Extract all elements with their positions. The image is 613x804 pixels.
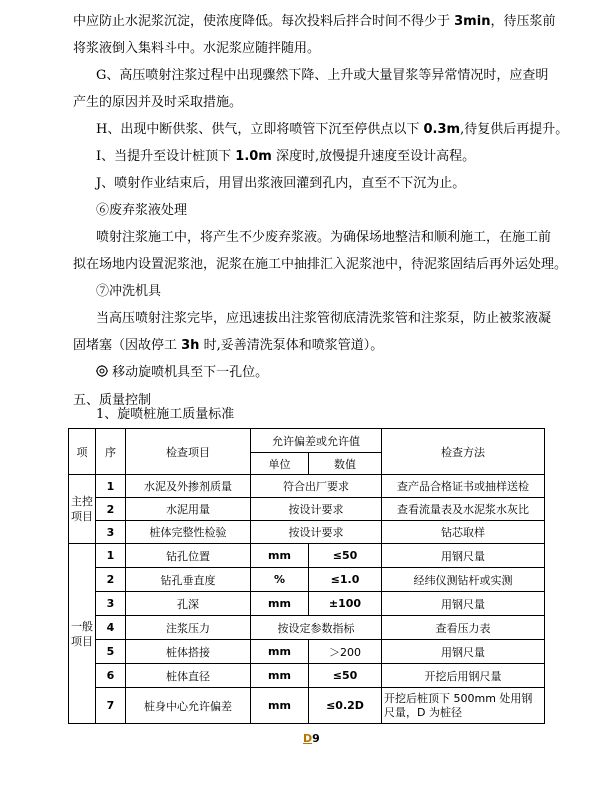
- cell-no: 1: [96, 544, 126, 568]
- section-heading-waste-slurry: ⑥废弃浆液处理: [96, 203, 188, 218]
- header-cell: 单位: [251, 453, 309, 475]
- cell-method: 用钢尺量: [382, 544, 545, 568]
- table-row: [69, 544, 545, 568]
- quality-standard-table: [68, 428, 545, 724]
- cell-no: 7: [96, 688, 126, 724]
- cell-item: 孔深: [126, 592, 251, 616]
- paragraph-line-10: 拟在场地内设置泥浆池，泥浆在施工中抽排汇入泥浆池中，待泥浆固结后再外运处理。: [73, 257, 568, 272]
- cell-method: 开挖后用钢尺量: [382, 664, 545, 688]
- cell-unit: mm: [251, 544, 309, 568]
- cell-unit: %: [251, 568, 309, 592]
- bold-value: 3min: [454, 14, 491, 29]
- paragraph-line-3: G、高压喷射注浆过程中出现骤然下降、上升或大量冒浆等异常情况时，应查明: [96, 68, 549, 83]
- table-row: [69, 616, 545, 640]
- paragraph-line-7: J、喷射作业结束后，用冒出浆液回灌到孔内，直至不下沉为止。: [96, 176, 466, 191]
- page-number-value: 9: [312, 732, 320, 745]
- cell-unit: mm: [251, 688, 309, 724]
- text-span: H、出现中断供浆、供气，立即将喷管下沉至停供点以下: [96, 122, 424, 137]
- cell-unit: mm: [251, 664, 309, 688]
- cell-val: ±100: [309, 592, 382, 616]
- paragraph-line-6: [96, 149, 475, 165]
- cell-item: 桩体完整性检验: [126, 521, 251, 544]
- subsection-heading-standard: 1、旋喷桩施工质量标准: [96, 407, 235, 422]
- group-cell-main: 主控项目: [69, 475, 96, 544]
- page-number-prefix: D: [303, 732, 313, 745]
- header-cell: 序: [96, 429, 126, 475]
- cell-method: 查产品合格证书或抽样送检: [382, 475, 545, 498]
- cell-val: ≤50: [309, 544, 382, 568]
- paragraph-line-9: 喷射注浆施工中，将产生不少废弃浆液。为确保场地整洁和顺利施工，在施工前: [96, 230, 552, 245]
- group-cell-general: 一般项目: [69, 544, 96, 724]
- text-span: ，待压浆前: [490, 14, 556, 29]
- cell-no: 6: [96, 664, 126, 688]
- paragraph-line-1: [73, 14, 555, 30]
- cell-val: ≤0.2D: [309, 688, 382, 724]
- table-row: [69, 568, 545, 592]
- section-heading-quality: 五、质量控制: [73, 393, 152, 408]
- header-cell: 检查方法: [382, 429, 545, 475]
- paragraph-line-5: [96, 122, 568, 138]
- cell-item: 注浆压力: [126, 616, 251, 640]
- bold-value: 1.0m: [235, 149, 272, 164]
- cell-item: 桩体直径: [126, 664, 251, 688]
- table-row: [69, 592, 545, 616]
- cell-req: 按设定参数指标: [251, 616, 382, 640]
- cell-method: 经纬仪测钻杆或实测: [382, 568, 545, 592]
- table-row: [69, 498, 545, 521]
- cell-no: 3: [96, 592, 126, 616]
- cell-item: 桩身中心允许偏差: [126, 688, 251, 724]
- cell-no: 3: [96, 521, 126, 544]
- section-heading-wash-tools: ⑦冲洗机具: [96, 284, 162, 299]
- table-row: [69, 475, 545, 498]
- paragraph-line-14: [96, 365, 268, 381]
- paragraph-line-2: 将浆液倒入集料斗中。水泥浆应随拌随用。: [73, 41, 321, 56]
- cell-method: 钻芯取样: [382, 521, 545, 544]
- cell-method: 查看流量表及水泥浆水灰比: [382, 498, 545, 521]
- header-cell: 检查项目: [126, 429, 251, 475]
- cell-val: ≤1.0: [309, 568, 382, 592]
- cell-req: 符合出厂要求: [251, 475, 382, 498]
- text-span: 时,妥善清洗泵体和喷浆管道）。: [199, 338, 384, 353]
- cell-item: 水泥用量: [126, 498, 251, 521]
- cell-val: ≤50: [309, 664, 382, 688]
- cell-method: 查看压力表: [382, 616, 545, 640]
- cell-item: 钻孔位置: [126, 544, 251, 568]
- text-span: 中应防止水泥浆沉淀，使浓度降低。每次投料后拌合时间不得少于: [73, 14, 455, 29]
- text-span: I、当提升至设计桩顶下: [96, 149, 236, 164]
- paragraph-line-12: 当高压喷射注浆完毕，应迅速拔出注浆管彻底清洗浆管和注浆泵，防止被浆液凝: [96, 311, 552, 326]
- table-row: [69, 521, 545, 544]
- table-row: [69, 688, 545, 724]
- text-span: ,待复供后再提升。: [460, 122, 569, 137]
- header-cell: 项: [69, 429, 96, 475]
- page-number: [303, 732, 320, 745]
- cell-val: ＞200: [309, 640, 382, 664]
- cell-method: 开挖后桩顶下 500mm 处用钢尺量，D 为桩径: [382, 688, 545, 724]
- paragraph-line-4: 产生的原因并及时采取措施。: [73, 95, 243, 110]
- cell-no: 5: [96, 640, 126, 664]
- cell-no: 2: [96, 498, 126, 521]
- gear-bullet-icon: [96, 365, 112, 380]
- cell-no: 4: [96, 616, 126, 640]
- cell-no: 2: [96, 568, 126, 592]
- bold-value: 0.3m: [423, 122, 461, 137]
- cell-unit: mm: [251, 640, 309, 664]
- table-header-row: [69, 429, 545, 453]
- paragraph-line-13: [73, 338, 383, 354]
- cell-item: 桩体搭接: [126, 640, 251, 664]
- table-row: [69, 640, 545, 664]
- cell-method: 用钢尺量: [382, 640, 545, 664]
- cell-req: 按设计要求: [251, 521, 382, 544]
- header-cell: 允许偏差或允许值: [251, 429, 382, 453]
- text-span: 固堵塞（因故停工: [73, 338, 182, 353]
- cell-no: 1: [96, 475, 126, 498]
- cell-method: 用钢尺量: [382, 592, 545, 616]
- cell-item: 钻孔垂直度: [126, 568, 251, 592]
- text-span: 移动旋喷机具至下一孔位。: [112, 365, 269, 380]
- header-cell: 数值: [309, 453, 382, 475]
- cell-req: 按设计要求: [251, 498, 382, 521]
- bold-value: 3h: [181, 338, 200, 353]
- table-row: [69, 664, 545, 688]
- text-span: 深度时,放慢提升速度至设计高程。: [271, 149, 476, 164]
- cell-item: 水泥及外掺剂质量: [126, 475, 251, 498]
- cell-unit: mm: [251, 592, 309, 616]
